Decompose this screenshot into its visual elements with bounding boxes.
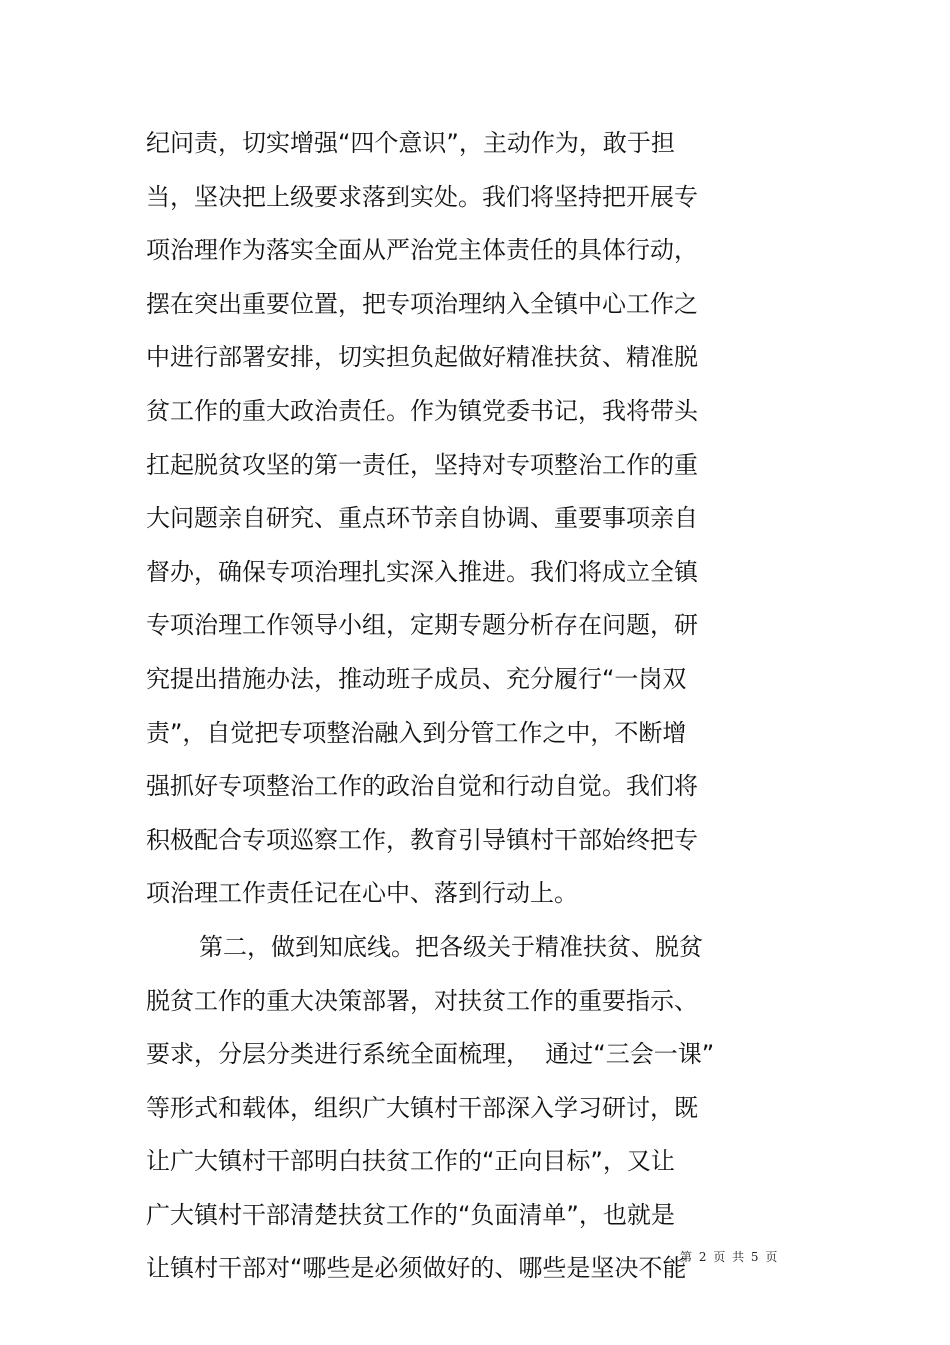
text-line: 要求，分层分类进行系统全面梳理， 通过“三会一课” bbox=[146, 1040, 715, 1069]
text-line: 摆在突出重要位置，把专项治理纳入全镇中心工作之 bbox=[146, 289, 698, 318]
text-line: 脱贫工作的重大决策部署，对扶贫工作的重要指示、 bbox=[146, 986, 698, 1015]
text-line: 责”，自觉把专项整治融入到分管工作之中，不断增 bbox=[146, 718, 687, 747]
text-line: 纪问责，切实增强“四个意识”，主动作为，敢于担 bbox=[146, 129, 675, 157]
text-line: 项治理作为落实全面从严治党主体责任的具体行动， bbox=[146, 236, 698, 265]
text-line: 专项治理工作领导小组，定期专题分析存在问题，研 bbox=[146, 611, 698, 640]
text-line: 项治理工作责任记在心中、落到行动上。 bbox=[146, 879, 578, 908]
text-line: 大问题亲自研究、重点环节亲自协调、重要事项亲自 bbox=[146, 504, 698, 533]
text-line: 贫工作的重大政治责任。作为镇党委书记，我将带头 bbox=[146, 396, 698, 425]
body-text bbox=[146, 117, 846, 1296]
text-line: 当，坚决把上级要求落到实处。我们将坚持把开展专 bbox=[146, 182, 698, 211]
text-line: 等形式和载体，组织广大镇村干部深入学习研讨，既 bbox=[146, 1093, 698, 1122]
text-line: 让广大镇村干部明白扶贫工作的“正向目标”，又让 bbox=[146, 1147, 675, 1176]
text-line: 强抓好专项整治工作的政治自觉和行动自觉。我们将 bbox=[146, 772, 698, 801]
text-line: 督办，确保专项治理扎实深入推进。我们将成立全镇 bbox=[146, 557, 698, 586]
text-line: 中进行部署安排，切实担负起做好精准扶贫、精准脱 bbox=[146, 343, 698, 372]
text-line: 让镇村干部对“哪些是必须做好的、哪些是坚决不能 bbox=[146, 1254, 687, 1283]
paragraph-start-line: 第二，做到知底线。把各级关于精准扶贫、脱贫 bbox=[199, 932, 703, 961]
text-line: 积极配合专项巡察工作，教育引导镇村干部始终把专 bbox=[146, 825, 698, 854]
page-number-footer: 第 2 页 共 5 页 bbox=[680, 1250, 778, 1264]
text-line: 扛起脱贫攻坚的第一责任，坚持对专项整治工作的重 bbox=[146, 450, 698, 479]
text-line: 广大镇村干部清楚扶贫工作的“负面清单”，也就是 bbox=[146, 1200, 675, 1229]
text-line: 究提出措施办法，推动班子成员、充分履行“一岗双 bbox=[146, 664, 687, 693]
